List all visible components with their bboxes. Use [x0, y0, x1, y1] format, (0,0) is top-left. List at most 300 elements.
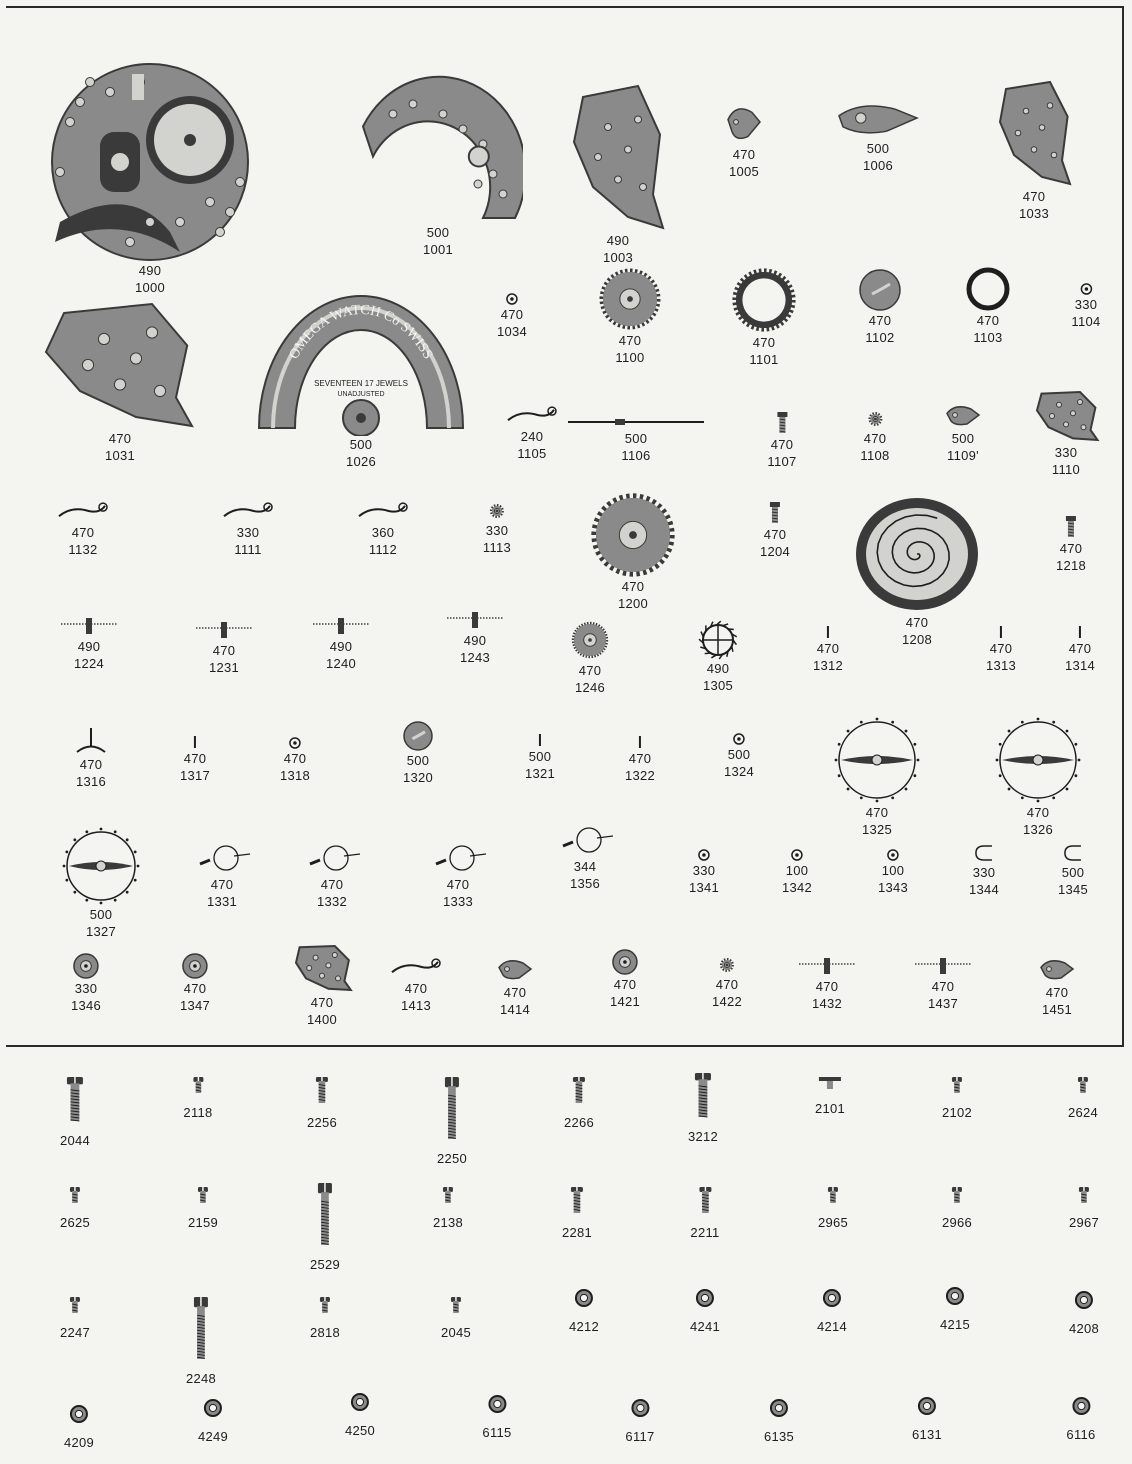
screw-illustration	[574, 1288, 594, 1308]
screw-6135	[764, 1398, 794, 1445]
part-number: 1437	[927, 996, 959, 1011]
part-1204	[760, 500, 790, 560]
part-illustration	[994, 78, 1074, 188]
screw-number: 2159	[187, 1215, 219, 1230]
screw-illustration	[951, 1076, 963, 1094]
part-number: 1333	[442, 894, 474, 909]
part-number: 1318	[279, 768, 311, 783]
part-number: 1343	[877, 880, 909, 895]
screw-2266	[564, 1076, 594, 1131]
part-1422	[712, 954, 742, 1010]
part-illustration	[852, 494, 982, 614]
part-label	[483, 522, 511, 556]
screw-illustration	[66, 1076, 84, 1122]
screw-number: 6131	[911, 1427, 943, 1442]
part-illustration	[858, 268, 902, 312]
part-illustration	[797, 954, 857, 978]
part-1101	[730, 266, 798, 368]
screw-number: 2118	[183, 1105, 213, 1120]
calibre-number: 470	[815, 979, 839, 994]
part-illustration	[1064, 514, 1078, 540]
screw-3212	[688, 1072, 718, 1145]
part-number: 1224	[73, 656, 105, 671]
part-1000	[30, 62, 270, 296]
part-label	[767, 436, 796, 470]
screw-illustration	[444, 1076, 460, 1140]
calibre-number: 470	[503, 985, 527, 1000]
part-1006	[835, 96, 921, 174]
part-number: 1101	[749, 352, 779, 367]
part-label	[460, 632, 490, 666]
calibre-number: 500	[1061, 865, 1085, 880]
screw-number: 4249	[197, 1429, 229, 1444]
calibre-number: 470	[770, 437, 794, 452]
part-label	[902, 614, 932, 648]
screw-illustration	[1078, 1186, 1090, 1204]
part-1224	[59, 614, 119, 672]
part-label	[497, 306, 527, 340]
part-label	[862, 804, 892, 838]
part-label	[703, 660, 733, 694]
part-illustration	[555, 822, 615, 858]
part-label	[209, 642, 239, 676]
screw-2211	[690, 1186, 719, 1241]
calibre-number: 360	[371, 525, 395, 540]
calibre-number: 470	[210, 877, 234, 892]
screw-4215	[940, 1286, 970, 1333]
part-illustration	[790, 848, 804, 862]
part-label	[86, 906, 116, 940]
screw-illustration	[69, 1404, 89, 1424]
part-illustration	[61, 826, 141, 906]
calibre-number: 100	[785, 863, 809, 878]
calibre-number: 470	[446, 877, 470, 892]
part-number: 1332	[316, 894, 348, 909]
section-divider	[6, 1045, 1124, 1047]
calibre-number: 470	[320, 877, 344, 892]
part-number: 1112	[368, 542, 398, 557]
part-1344	[969, 842, 999, 898]
part-illustration	[402, 720, 434, 752]
part-label	[760, 526, 790, 560]
part-illustration	[965, 266, 1011, 312]
calibre-number: 470	[868, 313, 892, 328]
screw-2248	[186, 1296, 216, 1387]
screw-2256	[307, 1076, 337, 1131]
part-number: 1313	[985, 658, 1017, 673]
screw-illustration	[694, 1072, 712, 1118]
screw-number: 4250	[344, 1423, 376, 1438]
part-number: 1003	[602, 250, 634, 265]
part-illustration	[994, 716, 1082, 804]
calibre-number: 490	[77, 639, 101, 654]
calibre-number: 470	[863, 431, 887, 446]
rotor-engraving-jewels: SEVENTEEN 17 JEWELS	[314, 379, 408, 388]
calibre-number: 490	[463, 633, 487, 648]
screw-number: 4215	[939, 1317, 971, 1332]
part-illustration	[1031, 388, 1101, 444]
part-label	[525, 748, 555, 782]
calibre-number: 330	[1074, 297, 1098, 312]
calibre-number: 240	[520, 429, 544, 444]
part-number: 1346	[70, 998, 102, 1013]
calibre-number: 500	[89, 907, 113, 922]
screw-number: 4241	[689, 1319, 721, 1334]
part-number: 1327	[85, 924, 117, 939]
screw-illustration	[197, 1186, 209, 1204]
calibre-number: 470	[732, 147, 756, 162]
part-illustration	[998, 624, 1004, 640]
part-number: 1422	[711, 994, 743, 1009]
part-label	[878, 862, 908, 896]
part-label	[712, 976, 742, 1010]
part-label	[180, 750, 210, 784]
calibre-number: 470	[212, 643, 236, 658]
part-label	[969, 864, 999, 898]
part-label	[615, 332, 644, 366]
screw-6115	[482, 1394, 511, 1441]
screw-number: 2967	[1068, 1215, 1100, 1230]
part-number: 1204	[759, 544, 791, 559]
screw-number: 2818	[309, 1325, 341, 1340]
part-label	[443, 876, 473, 910]
screw-number: 6115	[482, 1425, 512, 1440]
screw-2101	[815, 1076, 845, 1117]
part-1342	[782, 848, 812, 896]
screw-number: 2045	[440, 1325, 472, 1340]
screw-number: 2248	[185, 1371, 217, 1386]
part-number: 1356	[569, 876, 601, 891]
part-1314	[1065, 624, 1095, 674]
part-illustration	[388, 954, 444, 980]
screw-illustration	[319, 1296, 331, 1314]
part-1313	[986, 624, 1016, 674]
part-1103	[965, 266, 1011, 346]
part-illustration	[445, 608, 505, 632]
screw-illustration	[1071, 1396, 1091, 1416]
part-number: 1325	[861, 822, 893, 837]
screw-number: 2966	[941, 1215, 973, 1230]
part-1305	[698, 620, 738, 694]
part-1033	[994, 78, 1074, 222]
part-1111	[220, 498, 276, 558]
part-1333	[428, 840, 488, 910]
calibre-number: 490	[706, 661, 730, 676]
part-illustration	[597, 266, 663, 332]
part-label	[68, 524, 97, 558]
part-1231	[194, 618, 254, 676]
part-number: 1106	[621, 448, 651, 463]
calibre-number: 344	[573, 859, 597, 874]
part-1113	[483, 500, 511, 556]
part-1108	[860, 408, 889, 464]
calibre-number: 470	[404, 981, 428, 996]
part-illustration	[353, 74, 523, 224]
screw-4249	[198, 1398, 228, 1445]
part-1003	[568, 82, 668, 266]
part-number: 1342	[781, 880, 813, 895]
part-illustration	[72, 952, 100, 980]
part-illustration	[495, 954, 535, 984]
screw-2247	[60, 1296, 90, 1341]
screw-2965	[818, 1186, 848, 1231]
part-number: 1400	[306, 1012, 338, 1027]
part-label	[280, 750, 310, 784]
part-label	[860, 430, 889, 464]
screw-number: 4208	[1068, 1321, 1100, 1336]
calibre-number: 470	[500, 307, 524, 322]
part-1414	[495, 954, 535, 1018]
part-label	[603, 232, 633, 266]
calibre-number: 470	[310, 995, 334, 1010]
screw-illustration	[827, 1186, 839, 1204]
screw-illustration	[193, 1296, 209, 1360]
part-number: 1102	[865, 330, 895, 345]
screw-number: 6117	[625, 1429, 655, 1444]
part-label	[863, 140, 893, 174]
calibre-number: 470	[183, 981, 207, 996]
part-number: 1414	[499, 1002, 531, 1017]
part-1421	[610, 948, 640, 1010]
part-illustration	[913, 954, 973, 978]
calibre-number: 470	[905, 615, 929, 630]
part-number: 1432	[811, 996, 843, 1011]
part-number: 1034	[496, 324, 528, 339]
part-1320	[402, 720, 434, 786]
part-1321	[525, 732, 555, 782]
screw-4208	[1069, 1290, 1099, 1337]
part-label	[724, 746, 754, 780]
screw-4209	[64, 1404, 94, 1451]
part-1106	[566, 414, 706, 464]
screw-number: 2266	[563, 1115, 595, 1130]
calibre-number: 470	[976, 313, 1000, 328]
part-illustration	[973, 842, 995, 864]
part-1208	[852, 494, 982, 648]
part-label	[782, 862, 812, 896]
part-1031	[40, 300, 200, 464]
part-label	[423, 224, 453, 258]
part-illustration	[568, 618, 612, 662]
part-1413	[388, 954, 444, 1014]
screw-illustration	[69, 1186, 81, 1204]
calibre-number: 470	[283, 751, 307, 766]
screw-number: 4214	[816, 1319, 848, 1334]
part-number: 1005	[728, 164, 760, 179]
part-illustration	[590, 492, 676, 578]
screw-2118	[183, 1076, 212, 1121]
part-1240	[311, 614, 371, 672]
screw-illustration	[1077, 1076, 1089, 1094]
part-1327	[61, 826, 141, 940]
screw-number: 2624	[1067, 1105, 1099, 1120]
screw-4214	[817, 1288, 847, 1335]
rotor-engraving-adjusted: UNADJUSTED	[337, 391, 385, 398]
part-1451	[1037, 954, 1077, 1018]
part-number: 1243	[459, 650, 491, 665]
calibre-number: 100	[881, 863, 905, 878]
screw-number: 3212	[687, 1129, 719, 1144]
screw-illustration	[630, 1398, 650, 1418]
part-1132	[55, 498, 111, 558]
part-illustration	[835, 96, 921, 140]
calibre-number: 470	[578, 663, 602, 678]
part-illustration	[943, 400, 983, 430]
screw-2138	[433, 1186, 463, 1231]
part-label	[1058, 864, 1088, 898]
part-number: 1031	[104, 448, 136, 463]
part-label	[1056, 540, 1086, 574]
part-label	[618, 578, 648, 612]
calibre-number: 500	[624, 431, 648, 446]
screw-2045	[441, 1296, 471, 1341]
part-label	[1019, 188, 1049, 222]
part-label	[500, 984, 530, 1018]
screw-number: 2138	[432, 1215, 464, 1230]
part-label	[986, 640, 1016, 674]
part-illustration	[251, 286, 471, 436]
part-1026	[251, 286, 471, 470]
screw-2159	[188, 1186, 218, 1231]
part-illustration	[697, 848, 711, 862]
calibre-number: 470	[71, 525, 95, 540]
screw-2966	[942, 1186, 972, 1231]
calibre-number: 500	[727, 747, 751, 762]
part-number: 1208	[901, 632, 933, 647]
part-number: 1246	[574, 680, 606, 695]
part-label	[1065, 640, 1095, 674]
part-number: 1240	[325, 656, 357, 671]
part-number: 1001	[422, 242, 454, 257]
calibre-number: 490	[138, 263, 162, 278]
part-1332	[302, 840, 362, 910]
calibre-number: 500	[406, 753, 430, 768]
part-label	[621, 430, 650, 464]
calibre-number: 470	[628, 751, 652, 766]
part-label	[234, 524, 261, 558]
part-number: 1231	[208, 660, 240, 675]
part-label	[625, 750, 655, 784]
part-number: 1413	[400, 998, 432, 1013]
part-illustration	[775, 410, 789, 436]
part-illustration	[864, 408, 886, 430]
part-illustration	[698, 620, 738, 660]
calibre-number: 470	[763, 527, 787, 542]
part-label	[610, 976, 640, 1010]
part-number: 1026	[345, 454, 377, 469]
screw-6131	[912, 1396, 942, 1443]
calibre-number: 470	[79, 757, 103, 772]
screw-number: 2625	[59, 1215, 91, 1230]
part-label	[401, 980, 431, 1014]
screw-2102	[942, 1076, 972, 1121]
part-1107	[767, 410, 796, 470]
part-illustration	[637, 734, 643, 750]
part-label	[1052, 444, 1080, 478]
part-1325	[833, 716, 921, 838]
part-number: 1113	[482, 540, 512, 555]
part-1437	[913, 954, 973, 1012]
calibre-number: 490	[606, 233, 630, 248]
screw-number: 6135	[763, 1429, 795, 1444]
part-number: 1105	[517, 446, 547, 461]
part-number: 1331	[206, 894, 238, 909]
part-1347	[180, 952, 210, 1014]
screw-number: 2211	[690, 1225, 720, 1240]
part-label	[575, 662, 605, 696]
part-1318	[280, 736, 310, 784]
calibre-number: 470	[108, 431, 132, 446]
calibre-number: 330	[972, 865, 996, 880]
part-1104	[1071, 282, 1100, 330]
part-number: 1006	[862, 158, 894, 173]
calibre-number: 470	[931, 979, 955, 994]
part-1324	[724, 732, 754, 780]
part-number: 1218	[1055, 558, 1087, 573]
part-1218	[1056, 514, 1086, 574]
calibre-number: 500	[349, 437, 373, 452]
part-number: 1111	[234, 542, 262, 557]
screw-illustration	[570, 1186, 584, 1214]
calibre-number: 470	[618, 333, 642, 348]
part-number: 1100	[615, 350, 645, 365]
part-illustration	[886, 848, 900, 862]
part-1400	[290, 942, 354, 1028]
part-illustration	[194, 618, 254, 642]
screw-illustration	[317, 1182, 333, 1246]
part-illustration	[1037, 954, 1077, 984]
screw-4250	[345, 1392, 375, 1439]
part-number: 1347	[179, 998, 211, 1013]
part-1356	[555, 822, 615, 892]
part-illustration	[568, 82, 668, 232]
part-illustration	[566, 414, 706, 430]
part-label	[346, 436, 376, 470]
part-label	[207, 876, 237, 910]
calibre-number: 470	[1068, 641, 1092, 656]
calibre-number: 470	[1059, 541, 1083, 556]
part-illustration	[724, 98, 764, 146]
screw-illustration	[951, 1186, 963, 1204]
screw-number: 4209	[63, 1435, 95, 1450]
part-number: 1322	[624, 768, 656, 783]
screw-illustration	[203, 1398, 223, 1418]
part-illustration	[355, 498, 411, 524]
part-number: 1317	[179, 768, 211, 783]
screw-illustration	[1074, 1290, 1094, 1310]
calibre-number: 330	[74, 981, 98, 996]
part-label	[1071, 296, 1100, 330]
calibre-number: 470	[613, 977, 637, 992]
part-number: 1108	[860, 448, 890, 463]
part-label	[105, 430, 135, 464]
part-illustration	[73, 726, 109, 756]
calibre-number: 330	[485, 523, 509, 538]
part-1346	[71, 952, 101, 1014]
calibre-number: 470	[816, 641, 840, 656]
part-illustration	[1062, 842, 1084, 864]
part-illustration	[290, 942, 354, 994]
part-number: 1321	[524, 766, 556, 781]
screw-illustration	[817, 1076, 843, 1090]
part-1200	[590, 492, 676, 612]
screw-illustration	[695, 1288, 715, 1308]
part-1345	[1058, 842, 1088, 898]
calibre-number: 330	[236, 525, 260, 540]
part-illustration	[302, 840, 362, 876]
part-number: 1345	[1057, 882, 1089, 897]
part-label	[307, 994, 337, 1028]
